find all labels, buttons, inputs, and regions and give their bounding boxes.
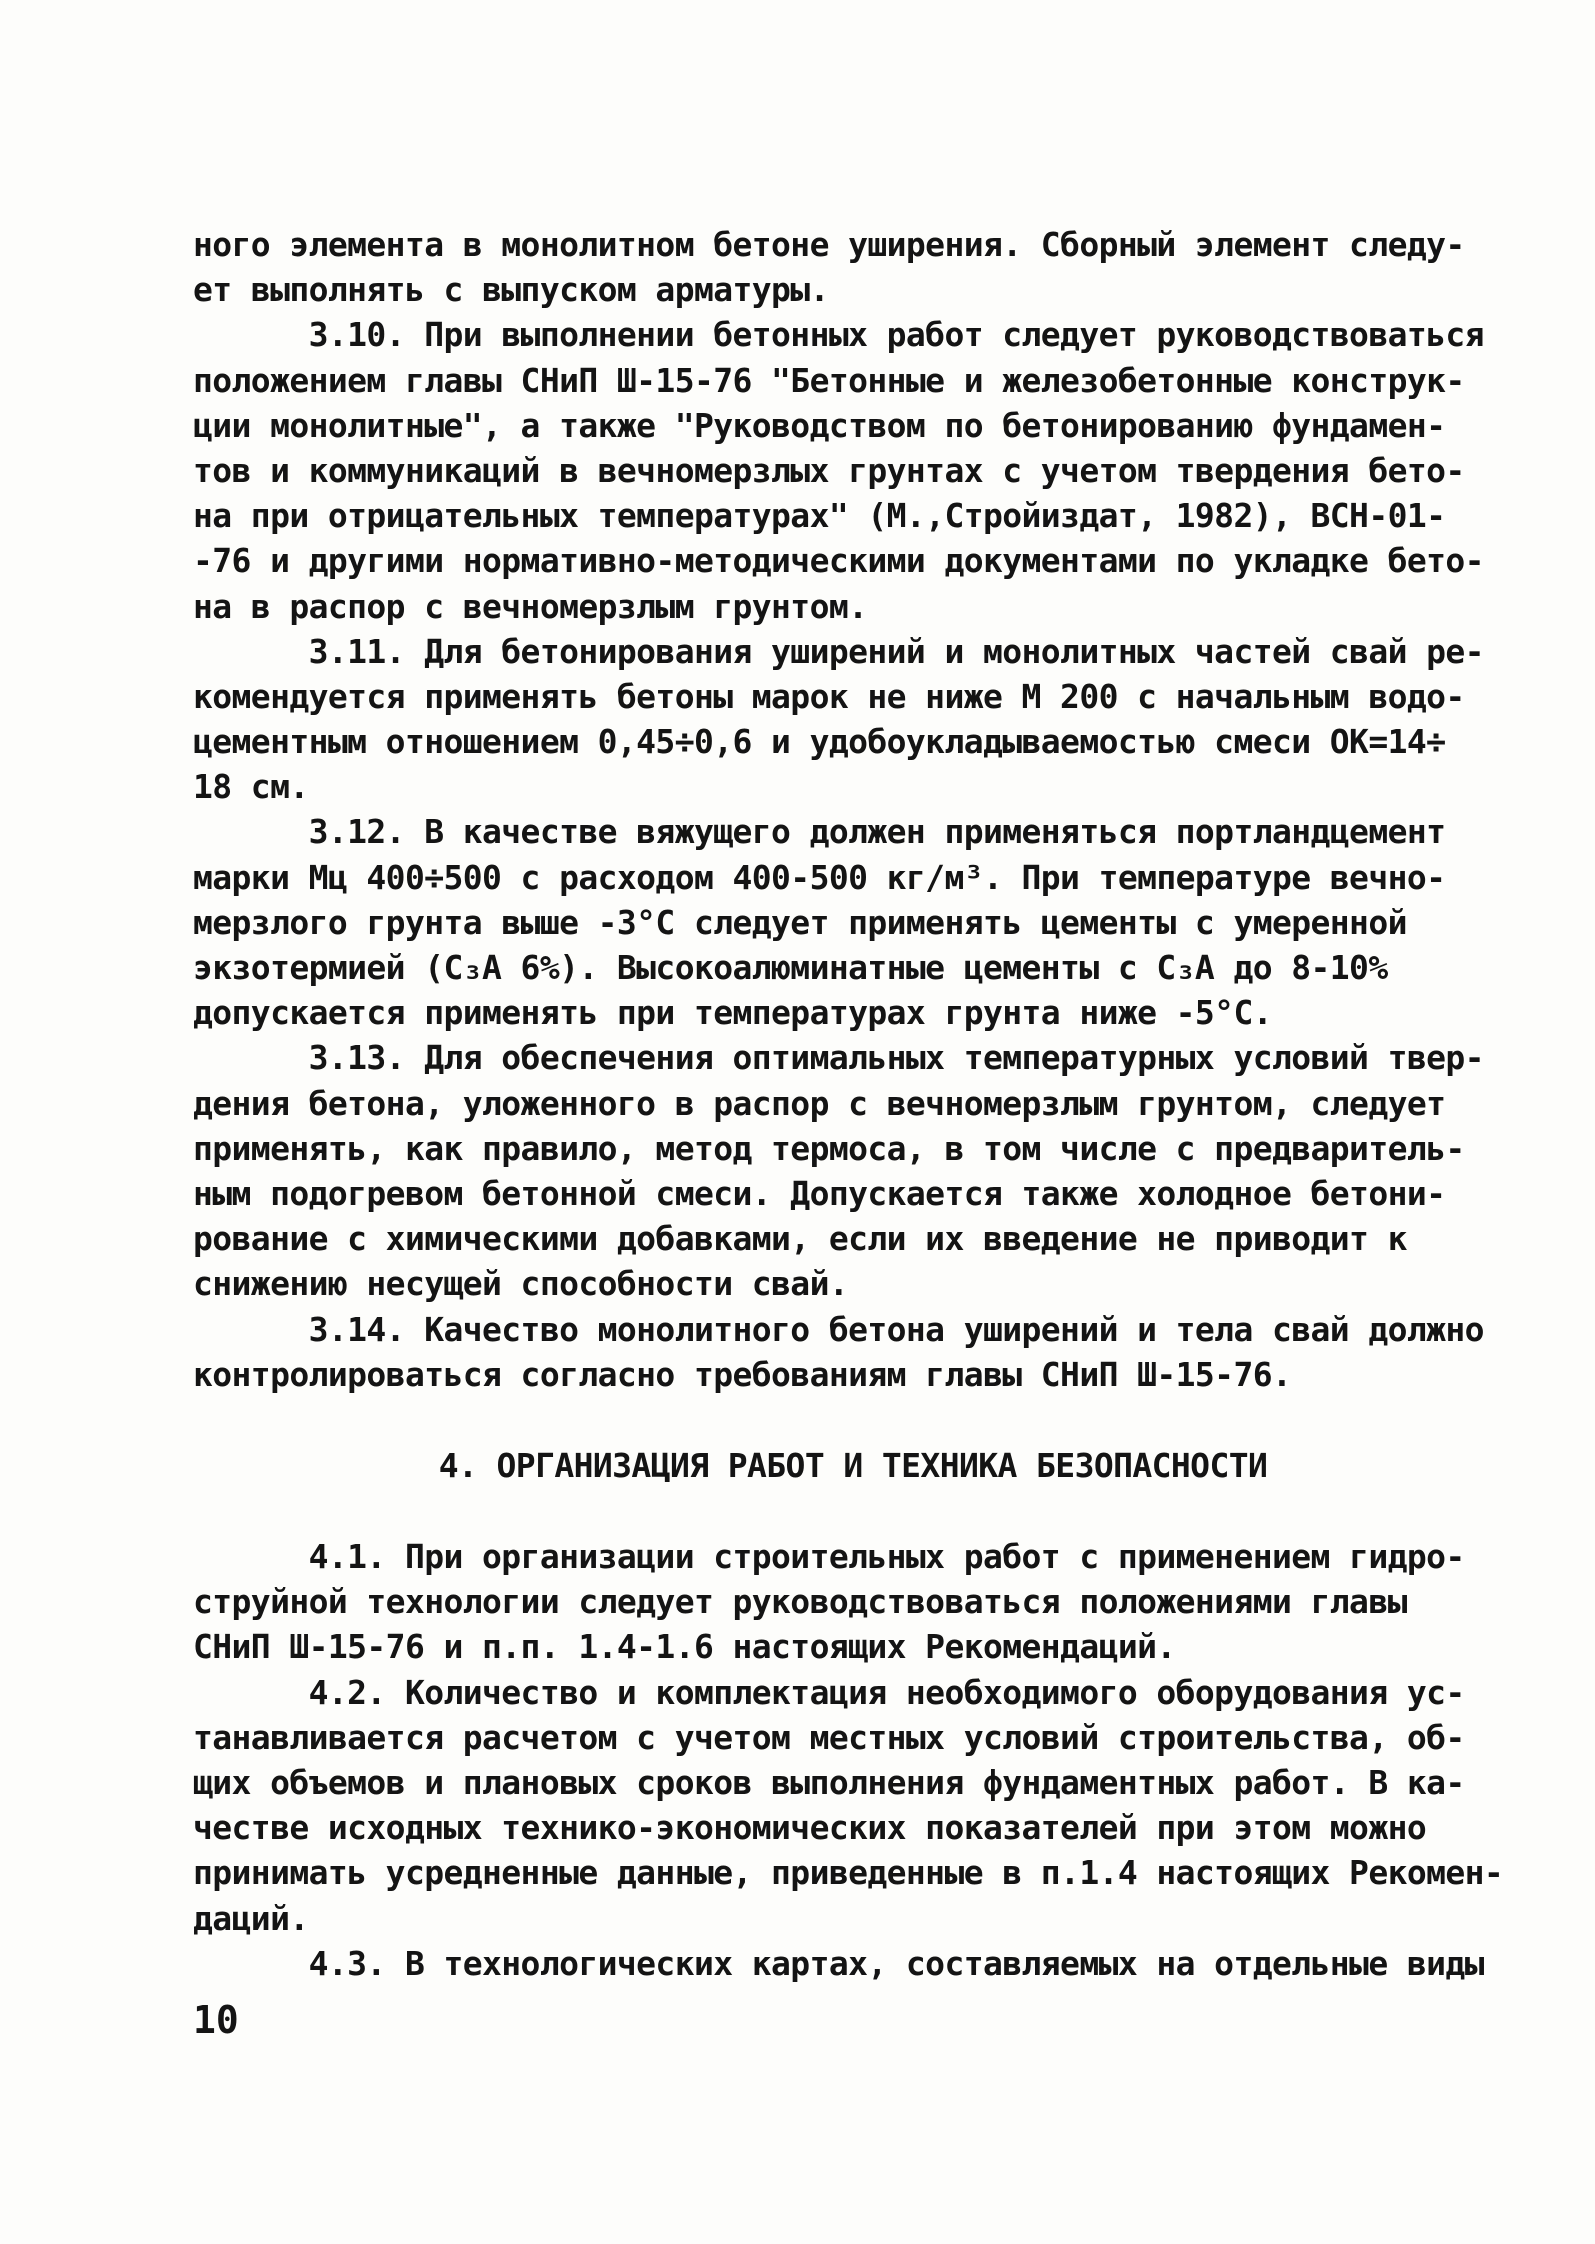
text-line: щих объемов и плановых сроков выполнения фундаментных работ. В ка-: [193, 1763, 1465, 1802]
text-line: струйной технологии следует руководствоваться положениями главы: [193, 1582, 1407, 1622]
text-line: экзотермией (C₃A 6%). Высокоалюминатные цементы с C₃A до 8-10%: [193, 948, 1388, 987]
text-line: марки Мц 400÷500 с расходом 400-500 кг/м³. При температуре вечно-: [193, 857, 1446, 897]
text-line: тов и коммуникаций в вечномерзлых грунтах с учетом твердения бето-: [193, 450, 1465, 490]
text-line: цементным отношением 0,45÷0,6 и удобоукладываемостью смеси ОК=14÷: [193, 722, 1446, 762]
text-line: ции монолитные", а также "Руководством по бетонированию фундамен-: [193, 405, 1446, 445]
page-number: 10: [193, 1998, 239, 2042]
text-line: 3.11. Для бетонирования уширений и монолитных частей свай ре-: [193, 631, 1484, 671]
text-line: -76 и другими нормативно-методическими документами по укладке бето-: [193, 541, 1484, 581]
text-line: положением главы СНиП Ш-15-76 "Бетонные и железобетонные конструк-: [193, 360, 1465, 400]
text-line: 3.13. Для обеспечения оптимальных температурных условий твер-: [193, 1038, 1484, 1078]
body-text: [193, 222, 1504, 1986]
text-line: даций.: [193, 1898, 309, 1938]
text-line: 4.2. Количество и комплектация необходимого оборудования ус-: [193, 1672, 1465, 1712]
text-line: дения бетона, уложенного в распор с вечномерзлым грунтом, следует: [193, 1083, 1446, 1123]
text-line: принимать усредненные данные, приведенные в п.1.4 настоящих Рекомен-: [193, 1853, 1504, 1893]
text-line: на в распор с вечномерзлым грунтом.: [193, 586, 868, 626]
text-line: 3.14. Качество монолитного бетона уширений и тела свай должно: [193, 1309, 1484, 1349]
text-line: честве исходных технико-экономических показателей при этом можно: [193, 1808, 1427, 1848]
text-line: допускается применять при температурах грунта ниже -5°С.: [193, 993, 1272, 1033]
text-line: ет выполнять с выпуском арматуры.: [193, 270, 829, 310]
section-heading: 4. ОРГАНИЗАЦИЯ РАБОТ И ТЕХНИКА БЕЗОПАСНОСТИ: [438, 1445, 1268, 1485]
text-line: комендуется применять бетоны марок не ниже М 200 с начальным водо-: [193, 676, 1465, 716]
text-line: ным подогревом бетонной смеси. Допускается также холодное бетони-: [193, 1173, 1446, 1213]
heading-spacer: [193, 1488, 1473, 1534]
heading-spacer: [193, 1397, 1473, 1443]
text-line: снижению несущей способности свай.: [193, 1264, 849, 1304]
text-line: применять, как правило, метод термоса, в том числе с предваритель-: [193, 1128, 1465, 1168]
text-line: танавливается расчетом с учетом местных условий строительства, об-: [193, 1717, 1465, 1757]
text-line: рование с химическими добавками, если их введение не приводит к: [193, 1219, 1407, 1259]
text-line: ного элемента в монолитном бетоне уширения. Сборный элемент следу-: [193, 225, 1465, 264]
text-line: 4.3. В технологических картах, составляемых на отдельные виды: [193, 1943, 1484, 1983]
text-line: 18 см.: [193, 767, 309, 807]
text-line: контролироваться согласно требованиям главы СНиП Ш-15-76.: [193, 1354, 1292, 1394]
text-line: 3.10. При выполнении бетонных работ следует руководствоваться: [193, 315, 1484, 355]
text-line: на при отрицательных температурах" (М.,Стройиздат, 1982), ВСН-01-: [193, 496, 1446, 536]
text-line: 3.12. В качестве вяжущего должен применяться портландцемент: [193, 812, 1446, 852]
text-line: СНиП Ш-15-76 и п.п. 1.4-1.6 настоящих Рекомендаций.: [193, 1627, 1176, 1667]
text-line: мерзлого грунта выше -3°С следует применять цементы с умеренной: [193, 902, 1407, 942]
text-line: 4.1. При организации строительных работ с применением гидро-: [193, 1537, 1465, 1577]
